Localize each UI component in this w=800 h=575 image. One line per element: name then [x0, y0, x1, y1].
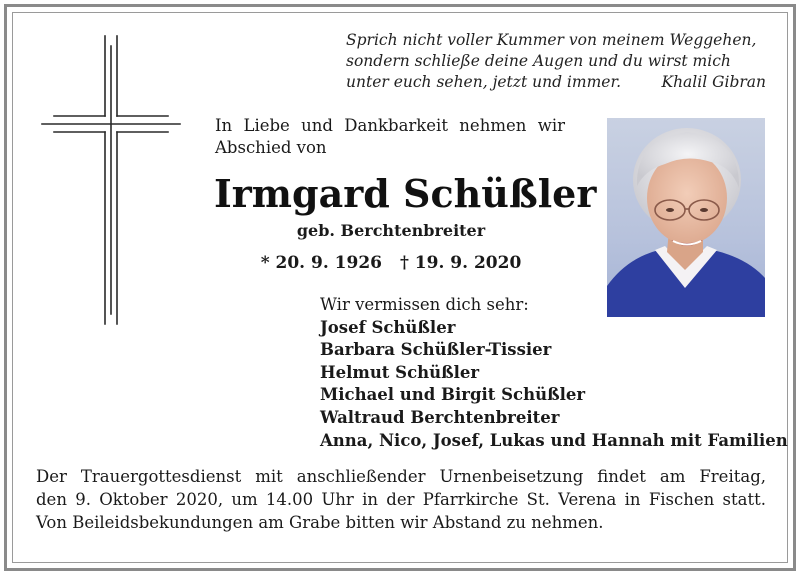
mourner-name: Waltraud Berchtenbreiter — [320, 407, 560, 427]
mourner-name: Josef Schüßler — [320, 317, 456, 337]
quote-last-line — [346, 72, 766, 93]
quote-line: unter euch sehen, jetzt und immer. — [346, 73, 622, 91]
quote-line: Sprich nicht voller Kummer von meinem Weggehen, — [346, 31, 757, 49]
service-information — [36, 465, 766, 534]
mourner-name: Anna, Nico, Josef, Lukas und Hannah mit Familien — [320, 430, 788, 450]
quote — [346, 30, 766, 93]
service-line: Von Beileidsbekundungen am Grabe bitten wir Abstand zu nehmen. — [36, 513, 604, 532]
mourners-heading: Wir vermissen dich sehr: — [320, 295, 529, 314]
mourner-name: Barbara Schüßler-Tissier — [320, 340, 552, 360]
portrait-photo — [607, 118, 765, 317]
quote-line: sondern schließe deine Augen und du wirst mich — [346, 52, 731, 70]
deceased-name: Irmgard Schüßler — [214, 171, 597, 216]
death-date: † 19. 9. 2020 — [400, 253, 522, 273]
cross-icon — [40, 34, 182, 326]
quote-author: Khalil Gibran — [661, 73, 766, 91]
service-line: den 9. Oktober 2020, um 14.00 Uhr in der Pfarrkirche St. Verena in Fischen statt. — [36, 490, 766, 509]
portrait-illustration — [607, 118, 765, 317]
maiden-name: geb. Berchtenbreiter — [296, 221, 486, 240]
service-line: Der Trauergottesdienst mit anschließender Urnenbeisetzung findet am Freitag, — [36, 467, 766, 486]
mourner-name: Michael und Birgit Schüßler — [320, 385, 586, 405]
mourner-name: Helmut Schüßler — [320, 362, 480, 382]
intro-text: In Liebe und Dankbarkeit nehmen wir Abschied von — [215, 116, 565, 157]
mourners-list — [320, 294, 788, 452]
life-dates — [214, 250, 568, 276]
birth-date: * 20. 9. 1926 — [260, 253, 382, 273]
